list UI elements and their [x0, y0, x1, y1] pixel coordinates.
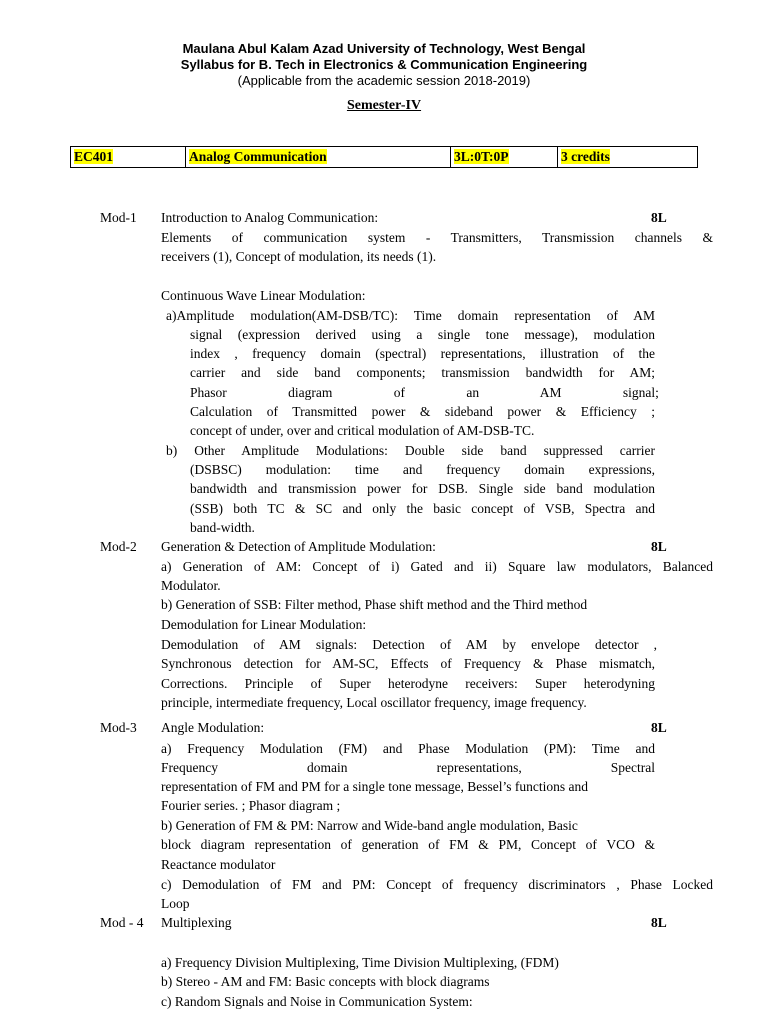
section-heading: Continuous Wave Linear Modulation: [161, 288, 366, 303]
text-line: Synchronous detection for AM-SC, Effects of Frequency & Phase mismatch, [161, 656, 655, 671]
text-line: Calculation of Transmitted power & sideband power & Efficiency ; [190, 404, 655, 419]
semester-heading: Semester-IV [346, 98, 422, 113]
text-line: carrier and side band components; transmission bandwidth for AM; [190, 365, 655, 380]
module-title: Angle Modulation: [161, 720, 265, 735]
text-line: Corrections. Principle of Super heterodyne receivers: Super heterodyning [161, 676, 655, 691]
syllabus-title: Syllabus for B. Tech in Electronics & Communication Engineering [180, 57, 588, 72]
text-line: c) Random Signals and Noise in Communication System: [161, 994, 473, 1009]
text-line: Fourier series. ; Phasor diagram ; [161, 798, 341, 813]
text-line: a) Generation of AM: Concept of i) Gated and ii) Square law modulators, Balanced [161, 559, 713, 574]
text-line: Demodulation of AM signals: Detection of AM by envelope detector , [161, 637, 657, 652]
module-label: Mod-2 [100, 539, 137, 554]
course-code: EC401 [74, 149, 114, 164]
module-title: Introduction to Analog Communication: [161, 210, 379, 225]
text-line: Frequency domain representations, Spectral [161, 760, 655, 775]
course-info-table [70, 146, 698, 168]
text-line: block diagram representation of generation of FM & PM, Concept of VCO & [161, 837, 655, 852]
text-line: b) Generation of SSB: Filter method, Phase shift method and the Third method [161, 597, 588, 612]
module-hours: 8L [651, 539, 667, 554]
university-name: Maulana Abul Kalam Azad University of Technology, West Bengal [182, 41, 586, 56]
text-line: Phasor diagram of an AM signal; [190, 385, 659, 400]
course-ltp: 3L:0T:0P [454, 149, 509, 164]
text-line: b) Other Amplitude Modulations: Double side band suppressed carrier [166, 443, 655, 458]
module-label: Mod - 4 [100, 915, 144, 930]
text-line: b) Stereo - AM and FM: Basic concepts with block diagrams [161, 974, 490, 989]
text-line: band-width. [190, 520, 255, 535]
module-title: Multiplexing [161, 915, 232, 930]
text-line: a) Frequency Modulation (FM) and Phase Modulation (PM): Time and [161, 741, 655, 756]
document-header [0, 41, 768, 89]
text-line: (SSB) both TC & SC and only the basic concept of VSB, Spectra and [190, 501, 655, 516]
text-line: (DSBSC) modulation: time and frequency domain expressions, [190, 462, 655, 477]
course-credits: 3 credits [561, 149, 610, 164]
text-line: bandwidth and transmission power for DSB. Single side band modulation [190, 481, 655, 496]
module-label: Mod-1 [100, 210, 137, 225]
text-line: b) Generation of FM & PM: Narrow and Wide-band angle modulation, Basic [161, 818, 578, 833]
text-line: principle, intermediate frequency, Local oscillator frequency, image frequency. [161, 695, 587, 710]
text-line: signal (expression derived using a single tone message), modulation [190, 327, 655, 342]
module-hours: 8L [651, 720, 667, 735]
text-line: Elements of communication system - Transmitters, Transmission channels & [161, 230, 713, 245]
text-line: representation of FM and PM for a single tone message, Bessel’s functions and [161, 779, 589, 794]
text-line: a) Frequency Division Multiplexing, Time Division Multiplexing, (FDM) [161, 955, 559, 970]
module-hours: 8L [651, 915, 667, 930]
module-hours: 8L [651, 210, 667, 225]
text-line: Reactance modulator [161, 857, 276, 872]
text-line: concept of under, over and critical modulation of AM-DSB-TC. [190, 423, 535, 438]
text-line: c) Demodulation of FM and PM: Concept of frequency discriminators , Phase Locked [161, 877, 713, 892]
text-line: Modulator. [161, 578, 221, 593]
section-heading: Demodulation for Linear Modulation: [161, 617, 367, 632]
text-line: index , frequency domain (spectral) representations, illustration of the [190, 346, 655, 361]
text-line: a)Amplitude modulation(AM-DSB/TC): Time domain representation of AM [166, 308, 655, 323]
text-line: Loop [161, 896, 190, 911]
module-label: Mod-3 [100, 720, 137, 735]
module-title: Generation & Detection of Amplitude Modulation: [161, 539, 436, 554]
text-line: receivers (1), Concept of modulation, its needs (1). [161, 249, 437, 264]
course-name: Analog Communication [189, 149, 327, 164]
applicable-session: (Applicable from the academic session 2018-2019) [237, 73, 531, 88]
